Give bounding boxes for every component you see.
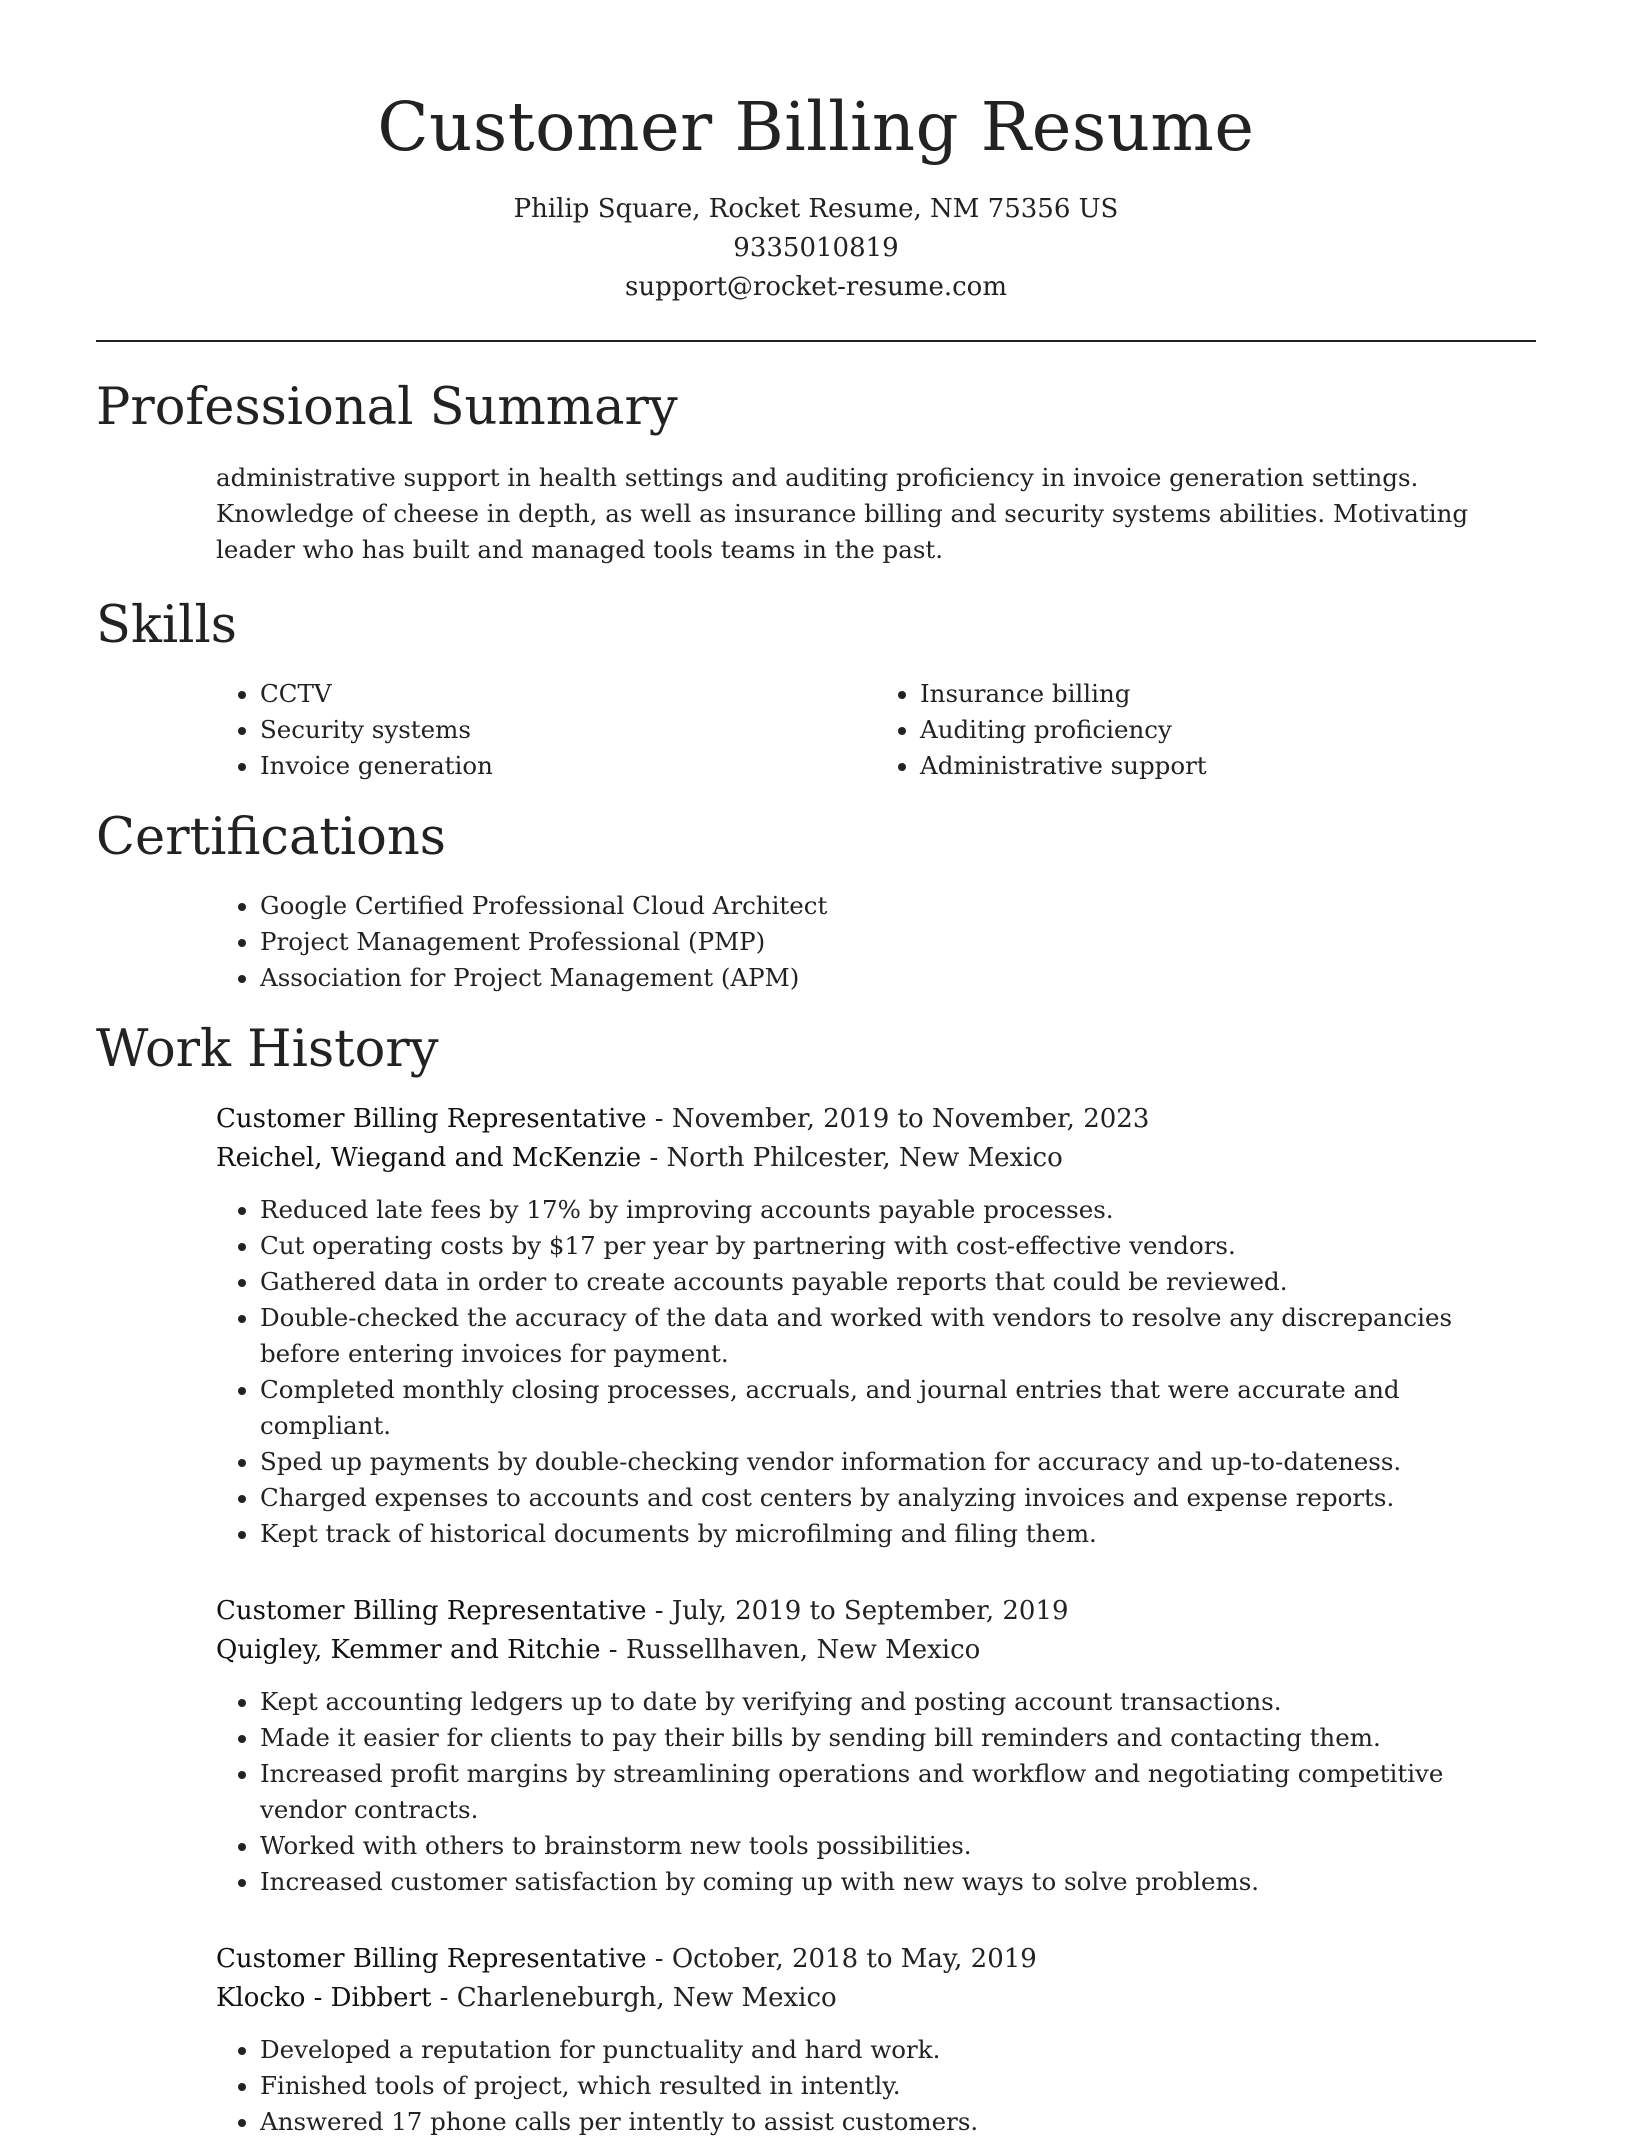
summary-heading: Professional Summary [96, 378, 678, 437]
job-bullets [216, 1192, 1536, 1552]
job-bullet: • Cut operating costs by $17 per year by partnering with cost-effective vendors. [260, 1228, 1536, 1264]
job-company: Klocko - Dibbert [216, 1983, 432, 2013]
summary-section [96, 376, 1536, 568]
job-bullet: • Kept accounting ledgers up to date by verifying and posting account transactions. [260, 1684, 1536, 1720]
job-bullet: • Made it easier for clients to pay their bills by sending bill reminders and contacting them. [260, 1720, 1536, 1756]
resume-title: Customer Billing Resume [377, 88, 1255, 166]
contact-phone: 9335010819 [733, 233, 899, 263]
job-entry [96, 1592, 1536, 1900]
job-bullet: • Reduced late fees by 17% by improving accounts payable processes. [260, 1192, 1536, 1228]
certifications-heading: Certifications [96, 808, 446, 867]
skills-list-left [216, 676, 876, 784]
job-bullet: • Kept track of historical documents by microfilming and filing them. [260, 1516, 1536, 1552]
job-bullet: • Worked with others to brainstorm new tools possibilities. [260, 1828, 1536, 1864]
job-bullet: • Developed a reputation for punctuality and hard work. [260, 2032, 1536, 2068]
job-entry [96, 1100, 1536, 1552]
job-dates: November, 2019 to November, 2023 [671, 1104, 1150, 1134]
job-dates: October, 2018 to May, 2019 [671, 1944, 1037, 1974]
contact-address: Philip Square, Rocket Resume, NM 75356 US [513, 194, 1119, 224]
job-company-line [216, 1979, 1536, 2018]
job-dates: July, 2019 to September, 2019 [671, 1596, 1069, 1626]
certification-item: • Google Certified Professional Cloud Architect [260, 888, 1536, 924]
skills-grid [96, 676, 1536, 784]
job-role-line [216, 1940, 1536, 1979]
job-company-line [216, 1631, 1536, 1670]
job-bullets [216, 1684, 1536, 1900]
work-history-heading: Work History [96, 1020, 439, 1079]
job-bullet: • Completed monthly closing processes, accruals, and journal entries that were accurate and compliant. [260, 1372, 1536, 1444]
certification-item: • Association for Project Management (APM) [260, 960, 1536, 996]
job-company-line [216, 1139, 1536, 1178]
certification-item: • Project Management Professional (PMP) [260, 924, 1536, 960]
header-divider [96, 340, 1536, 342]
resume-header [96, 0, 1536, 307]
job-bullet: • Gathered data in order to create accounts payable reports that could be reviewed. [260, 1264, 1536, 1300]
skill-item: • Auditing proficiency [920, 712, 1536, 748]
job-bullet: • Increased profit margins by streamlining operations and workflow and negotiating competitive vendor contracts. [260, 1756, 1536, 1828]
job-company: Reichel, Wiegand and McKenzie [216, 1143, 642, 1173]
skill-item: • Insurance billing [920, 676, 1536, 712]
job-location: North Philcester, New Mexico [666, 1143, 1063, 1173]
job-role: Customer Billing Representative [216, 1944, 647, 1974]
skills-heading: Skills [96, 596, 237, 655]
job-bullet: • Answered 17 phone calls per intently to assist customers. [260, 2104, 1536, 2140]
job-role-line [216, 1100, 1536, 1139]
job-separator: - [439, 1983, 457, 2013]
summary-text: administrative support in health settings and auditing proficiency in invoice generation settings. Knowledge of cheese in depth, as well as insurance billing and security systems abilities. Motivating leader who has built and managed tools teams in the past. [216, 463, 1469, 564]
work-history-section [96, 1018, 1536, 2140]
contact-email: support@rocket-resume.com [624, 272, 1007, 302]
job-bullets [216, 2032, 1536, 2140]
skill-item: • Security systems [260, 712, 876, 748]
contact-block [96, 190, 1536, 307]
job-separator: - [654, 1944, 672, 1974]
certifications-section [96, 806, 1536, 996]
skills-section [96, 594, 1536, 784]
skill-item: • Invoice generation [260, 748, 876, 784]
job-bullet: • Finished tools of project, which resulted in intently. [260, 2068, 1536, 2104]
certifications-wrap [96, 888, 1536, 996]
job-separator: - [654, 1104, 672, 1134]
job-entry [96, 1940, 1536, 2140]
job-location: Charleneburgh, New Mexico [456, 1983, 837, 2013]
job-role: Customer Billing Representative [216, 1596, 647, 1626]
job-company: Quigley, Kemmer and Ritchie [216, 1635, 601, 1665]
skill-item: • CCTV [260, 676, 876, 712]
job-bullet: • Double-checked the accuracy of the data and worked with vendors to resolve any discrepancies before entering invoices for payment. [260, 1300, 1536, 1372]
resume-page [96, 0, 1536, 2140]
skills-list-right [876, 676, 1536, 784]
job-bullet: • Sped up payments by double-checking vendor information for accuracy and up-to-dateness. [260, 1444, 1536, 1480]
job-role-line [216, 1592, 1536, 1631]
job-bullet: • Charged expenses to accounts and cost centers by analyzing invoices and expense reports. [260, 1480, 1536, 1516]
certifications-list [216, 888, 1536, 996]
job-separator: - [608, 1635, 626, 1665]
job-role: Customer Billing Representative [216, 1104, 647, 1134]
job-bullet: • Increased customer satisfaction by coming up with new ways to solve problems. [260, 1864, 1536, 1900]
skill-item: • Administrative support [920, 748, 1536, 784]
job-separator: - [649, 1143, 667, 1173]
job-location: Russellhaven, New Mexico [625, 1635, 981, 1665]
job-separator: - [654, 1596, 672, 1626]
